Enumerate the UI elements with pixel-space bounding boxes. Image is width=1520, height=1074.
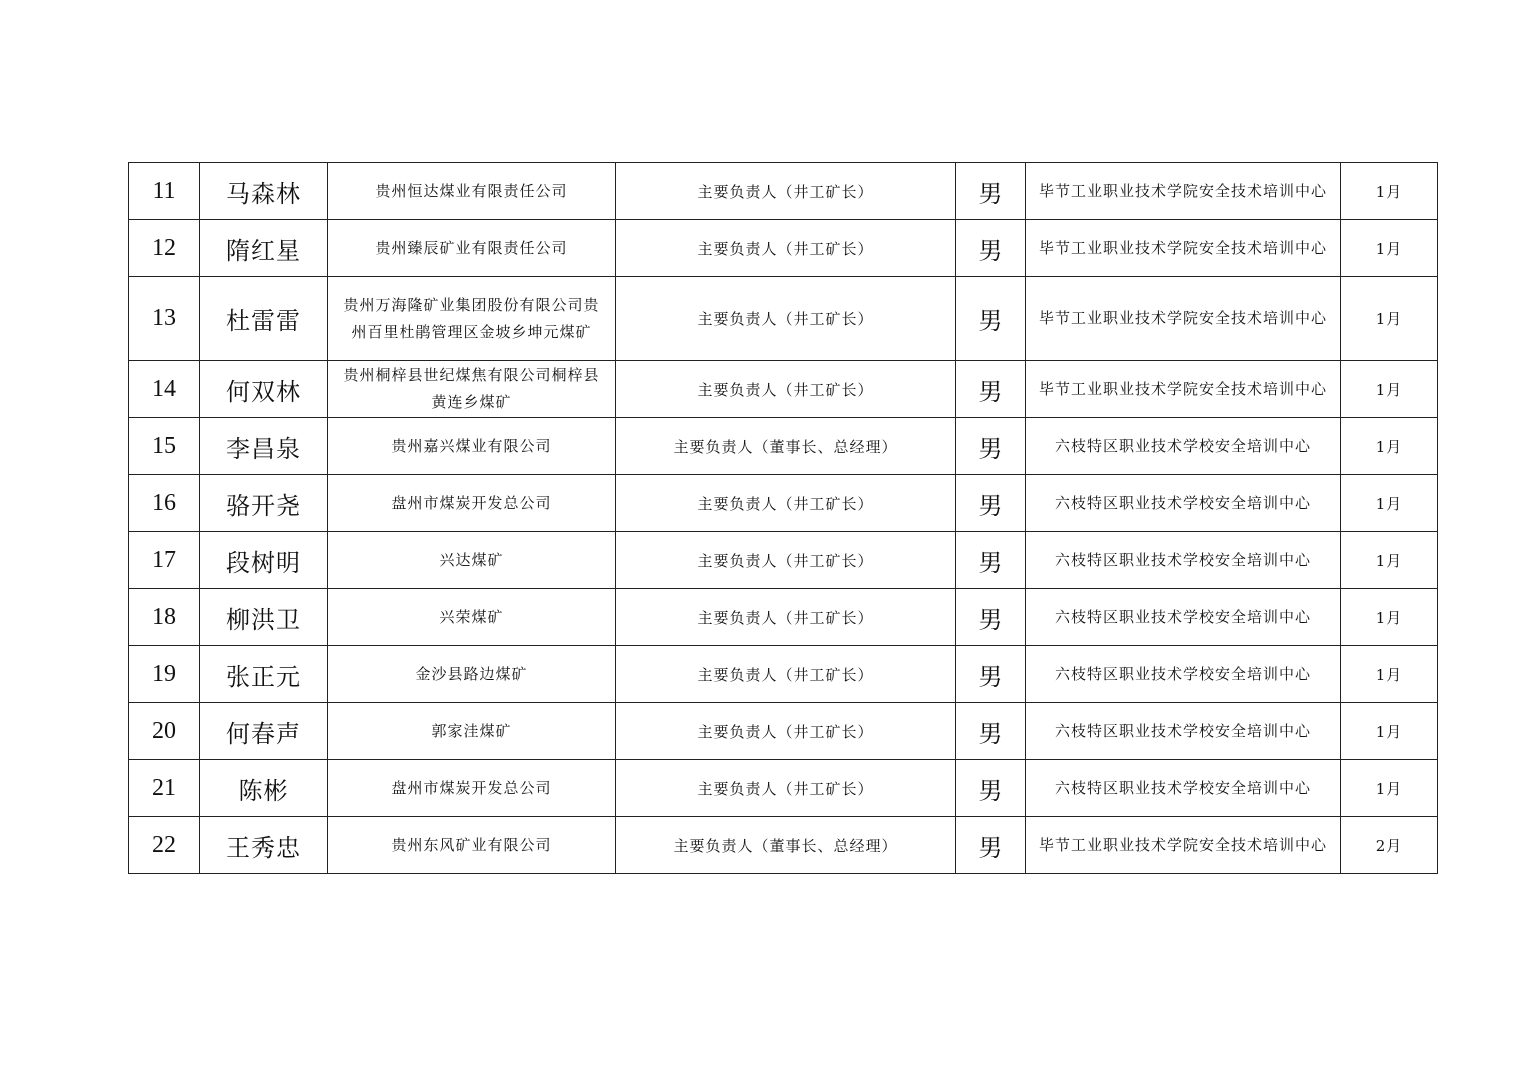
roster-table [128,162,1438,874]
row-number: 21 [129,760,200,817]
company-name: 贵州恒达煤业有限责任公司 [328,163,616,220]
training-center: 毕节工业职业技术学院安全技术培训中心 [1026,220,1341,277]
company-name: 盘州市煤炭开发总公司 [328,475,616,532]
gender: 男 [956,532,1026,589]
row-number: 13 [129,277,200,361]
training-month: 1月 [1341,703,1438,760]
training-month: 1月 [1341,220,1438,277]
row-number: 11 [129,163,200,220]
training-center: 六枝特区职业技术学校安全培训中心 [1026,418,1341,475]
position: 主要负责人（井工矿长） [616,277,956,361]
table-row [129,589,1438,646]
person-name: 李昌泉 [200,418,328,475]
row-number: 15 [129,418,200,475]
person-name: 段树明 [200,532,328,589]
gender: 男 [956,277,1026,361]
company-name: 郭家洼煤矿 [328,703,616,760]
row-number: 18 [129,589,200,646]
company-name: 兴达煤矿 [328,532,616,589]
company-name: 贵州嘉兴煤业有限公司 [328,418,616,475]
company-name: 贵州万海隆矿业集团股份有限公司贵州百里杜鹃管理区金坡乡坤元煤矿 [328,277,616,361]
position: 主要负责人（井工矿长） [616,703,956,760]
table-row [129,277,1438,361]
training-center: 六枝特区职业技术学校安全培训中心 [1026,589,1341,646]
training-month: 1月 [1341,418,1438,475]
person-name: 骆开尧 [200,475,328,532]
gender: 男 [956,163,1026,220]
person-name: 杜雷雷 [200,277,328,361]
position: 主要负责人（董事长、总经理） [616,418,956,475]
training-month: 1月 [1341,646,1438,703]
gender: 男 [956,475,1026,532]
training-center: 六枝特区职业技术学校安全培训中心 [1026,703,1341,760]
row-number: 19 [129,646,200,703]
gender: 男 [956,817,1026,874]
person-name: 隋红星 [200,220,328,277]
training-center: 毕节工业职业技术学院安全技术培训中心 [1026,163,1341,220]
company-name: 贵州东风矿业有限公司 [328,817,616,874]
gender: 男 [956,220,1026,277]
gender: 男 [956,703,1026,760]
company-name: 兴荣煤矿 [328,589,616,646]
company-name: 贵州桐梓县世纪煤焦有限公司桐梓县黄连乡煤矿 [328,361,616,418]
training-month: 2月 [1341,817,1438,874]
table-row [129,817,1438,874]
person-name: 马森林 [200,163,328,220]
row-number: 16 [129,475,200,532]
training-month: 1月 [1341,532,1438,589]
training-month: 1月 [1341,277,1438,361]
training-center: 六枝特区职业技术学校安全培训中心 [1026,646,1341,703]
training-center: 毕节工业职业技术学院安全技术培训中心 [1026,277,1341,361]
roster-body [129,163,1438,874]
company-name: 盘州市煤炭开发总公司 [328,760,616,817]
position: 主要负责人（井工矿长） [616,589,956,646]
company-name: 金沙县路边煤矿 [328,646,616,703]
table-row [129,532,1438,589]
gender: 男 [956,361,1026,418]
position: 主要负责人（井工矿长） [616,646,956,703]
row-number: 22 [129,817,200,874]
training-center: 六枝特区职业技术学校安全培训中心 [1026,532,1341,589]
row-number: 20 [129,703,200,760]
person-name: 张正元 [200,646,328,703]
row-number: 12 [129,220,200,277]
position: 主要负责人（井工矿长） [616,361,956,418]
gender: 男 [956,589,1026,646]
company-name: 贵州臻辰矿业有限责任公司 [328,220,616,277]
table-row [129,646,1438,703]
table-row [129,475,1438,532]
position: 主要负责人（井工矿长） [616,163,956,220]
training-center: 毕节工业职业技术学院安全技术培训中心 [1026,817,1341,874]
person-name: 何双林 [200,361,328,418]
training-month: 1月 [1341,589,1438,646]
training-center: 六枝特区职业技术学校安全培训中心 [1026,475,1341,532]
training-month: 1月 [1341,361,1438,418]
training-center: 六枝特区职业技术学校安全培训中心 [1026,760,1341,817]
position: 主要负责人（董事长、总经理） [616,817,956,874]
table-row [129,163,1438,220]
training-center: 毕节工业职业技术学院安全技术培训中心 [1026,361,1341,418]
gender: 男 [956,646,1026,703]
gender: 男 [956,760,1026,817]
table-row [129,703,1438,760]
person-name: 王秀忠 [200,817,328,874]
row-number: 14 [129,361,200,418]
position: 主要负责人（井工矿长） [616,475,956,532]
training-month: 1月 [1341,760,1438,817]
position: 主要负责人（井工矿长） [616,220,956,277]
person-name: 柳洪卫 [200,589,328,646]
gender: 男 [956,418,1026,475]
position: 主要负责人（井工矿长） [616,760,956,817]
table-row [129,418,1438,475]
position: 主要负责人（井工矿长） [616,532,956,589]
training-month: 1月 [1341,475,1438,532]
person-name: 何春声 [200,703,328,760]
training-month: 1月 [1341,163,1438,220]
table-row [129,361,1438,418]
row-number: 17 [129,532,200,589]
table-row [129,220,1438,277]
person-name: 陈彬 [200,760,328,817]
table-row [129,760,1438,817]
